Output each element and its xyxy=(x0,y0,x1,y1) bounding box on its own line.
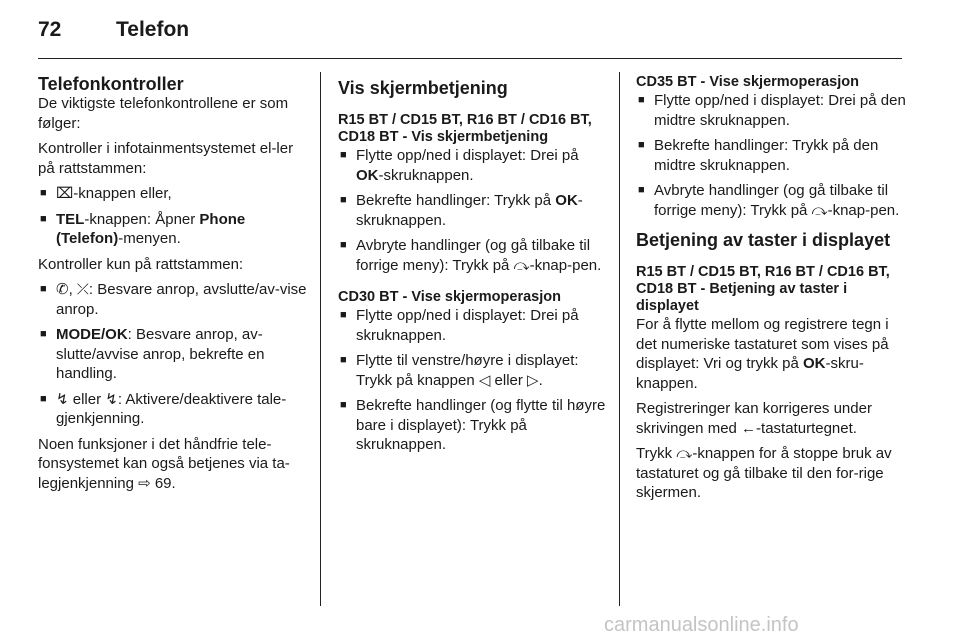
header-rule xyxy=(38,58,902,59)
list-item: ■ Flytte opp/ned i displayet: Drei på OK-skruknappen. xyxy=(338,146,608,185)
voice-icon: ↯ xyxy=(56,390,69,408)
bullet-list xyxy=(338,306,608,455)
column-2 xyxy=(338,74,608,461)
back-icon: ⤼ xyxy=(513,256,530,274)
page-header xyxy=(38,18,190,48)
chapter-title: Telefon xyxy=(116,18,190,41)
list-item: ■ Flytte opp/ned i displayet: Drei på den midtre skruknappen. xyxy=(636,91,908,130)
section-heading-telefonkontroller: Telefonkontroller xyxy=(38,74,184,94)
paragraph: Noen funksjoner i det håndfrie tele-fonsystemet kan også betjenes via ta-legjenkjenning ⇨ 69. xyxy=(38,435,290,492)
subheading: R15 BT / CD15 BT, R16 BT / CD16 BT, CD18 BT - Vis skjermbetjening xyxy=(338,112,592,145)
bullet-list xyxy=(338,146,608,275)
bullet-list xyxy=(38,184,310,249)
list-item: ■ MODE/OK: Besvare anrop, av-slutte/avvise anrop, bekrefte en handling. xyxy=(38,325,310,384)
paragraph: De viktigste telefonkontrollene er som følger: xyxy=(38,95,289,132)
paragraph: Kontroller kun på rattstammen: xyxy=(38,255,244,273)
phone-menu-icon: ⌧ xyxy=(56,185,74,202)
list-item: ■ Flytte til venstre/høyre i displayet: Trykk på knappen ◁ eller ▷. xyxy=(338,351,608,390)
list-item: ■ Avbryte handlinger (og gå tilbake til forrige meny): Trykk på ⤼-knap-pen. xyxy=(338,236,608,275)
watermark: carmanualsonline.info xyxy=(604,614,799,636)
list-item: ■ ✆, ⤫: Besvare anrop, avslutte/av-vise anrop. xyxy=(38,280,310,319)
column-divider-1 xyxy=(320,72,321,606)
back-icon: ⤼ xyxy=(811,201,828,219)
column-3 xyxy=(636,74,908,509)
page-number: 72 xyxy=(38,18,62,41)
list-item: ■ Flytte opp/ned i displayet: Drei på skruknappen. xyxy=(338,306,608,345)
list-item: ■ Bekrefte handlinger: Trykk på OK-skruknappen. xyxy=(338,191,608,230)
page-reference: ⇨ 69. xyxy=(138,474,176,492)
paragraph: Registreringer kan korrigeres under skrivingen med ←-tastaturtegnet. xyxy=(636,400,872,437)
list-item: ■ Avbryte handlinger (og gå tilbake til forrige meny): Trykk på ⤼-knap-pen. xyxy=(636,181,908,220)
call-answer-end-icon: ✆, ⤫ xyxy=(56,281,89,298)
subheading: R15 BT / CD15 BT, R16 BT / CD16 BT, CD18 BT - Betjening av taster i displayet xyxy=(636,264,890,314)
bullet-list xyxy=(38,280,310,429)
column-divider-2 xyxy=(619,72,620,606)
bullet-list xyxy=(636,91,908,220)
voice-icon: ↯ xyxy=(105,390,118,408)
column-1 xyxy=(38,74,310,499)
section-heading-vis-skjermbetjening: Vis skjermbetjening xyxy=(338,78,508,98)
list-item: ■ ↯ eller ↯: Aktivere/deaktivere tale-gjenkjenning. xyxy=(38,390,310,429)
list-item: ■ TEL-knappen: Åpner Phone (Telefon)-menyen. xyxy=(38,210,310,249)
paragraph: Kontroller i infotainmentsystemet el-ler på rattstammen: xyxy=(38,140,294,177)
list-item: ■ Bekrefte handlinger (og flytte til høyre bare i displayet): Trykk på skruknappen. xyxy=(338,396,608,455)
subheading: CD30 BT - Vise skjermoperasjon xyxy=(338,289,561,305)
back-icon: ⤼ xyxy=(676,445,693,462)
section-heading-betjening-av-taster: Betjening av taster i displayet xyxy=(636,230,891,250)
list-item: ■ ⌧-knappen eller, xyxy=(38,184,310,204)
subheading: CD35 BT - Vise skjermoperasjon xyxy=(636,74,859,90)
paragraph: For å flytte mellom og registrere tegn i det numeriske tastaturet som vises på displayet: Vri og trykk på OK-skru-knappen. xyxy=(636,316,889,392)
paragraph: Trykk ⤼-knappen for å stoppe bruk av tastaturet og gå tilbake til den for-rige skjermen. xyxy=(636,445,892,501)
list-item: ■ Bekrefte handlinger: Trykk på den midtre skruknappen. xyxy=(636,136,908,175)
